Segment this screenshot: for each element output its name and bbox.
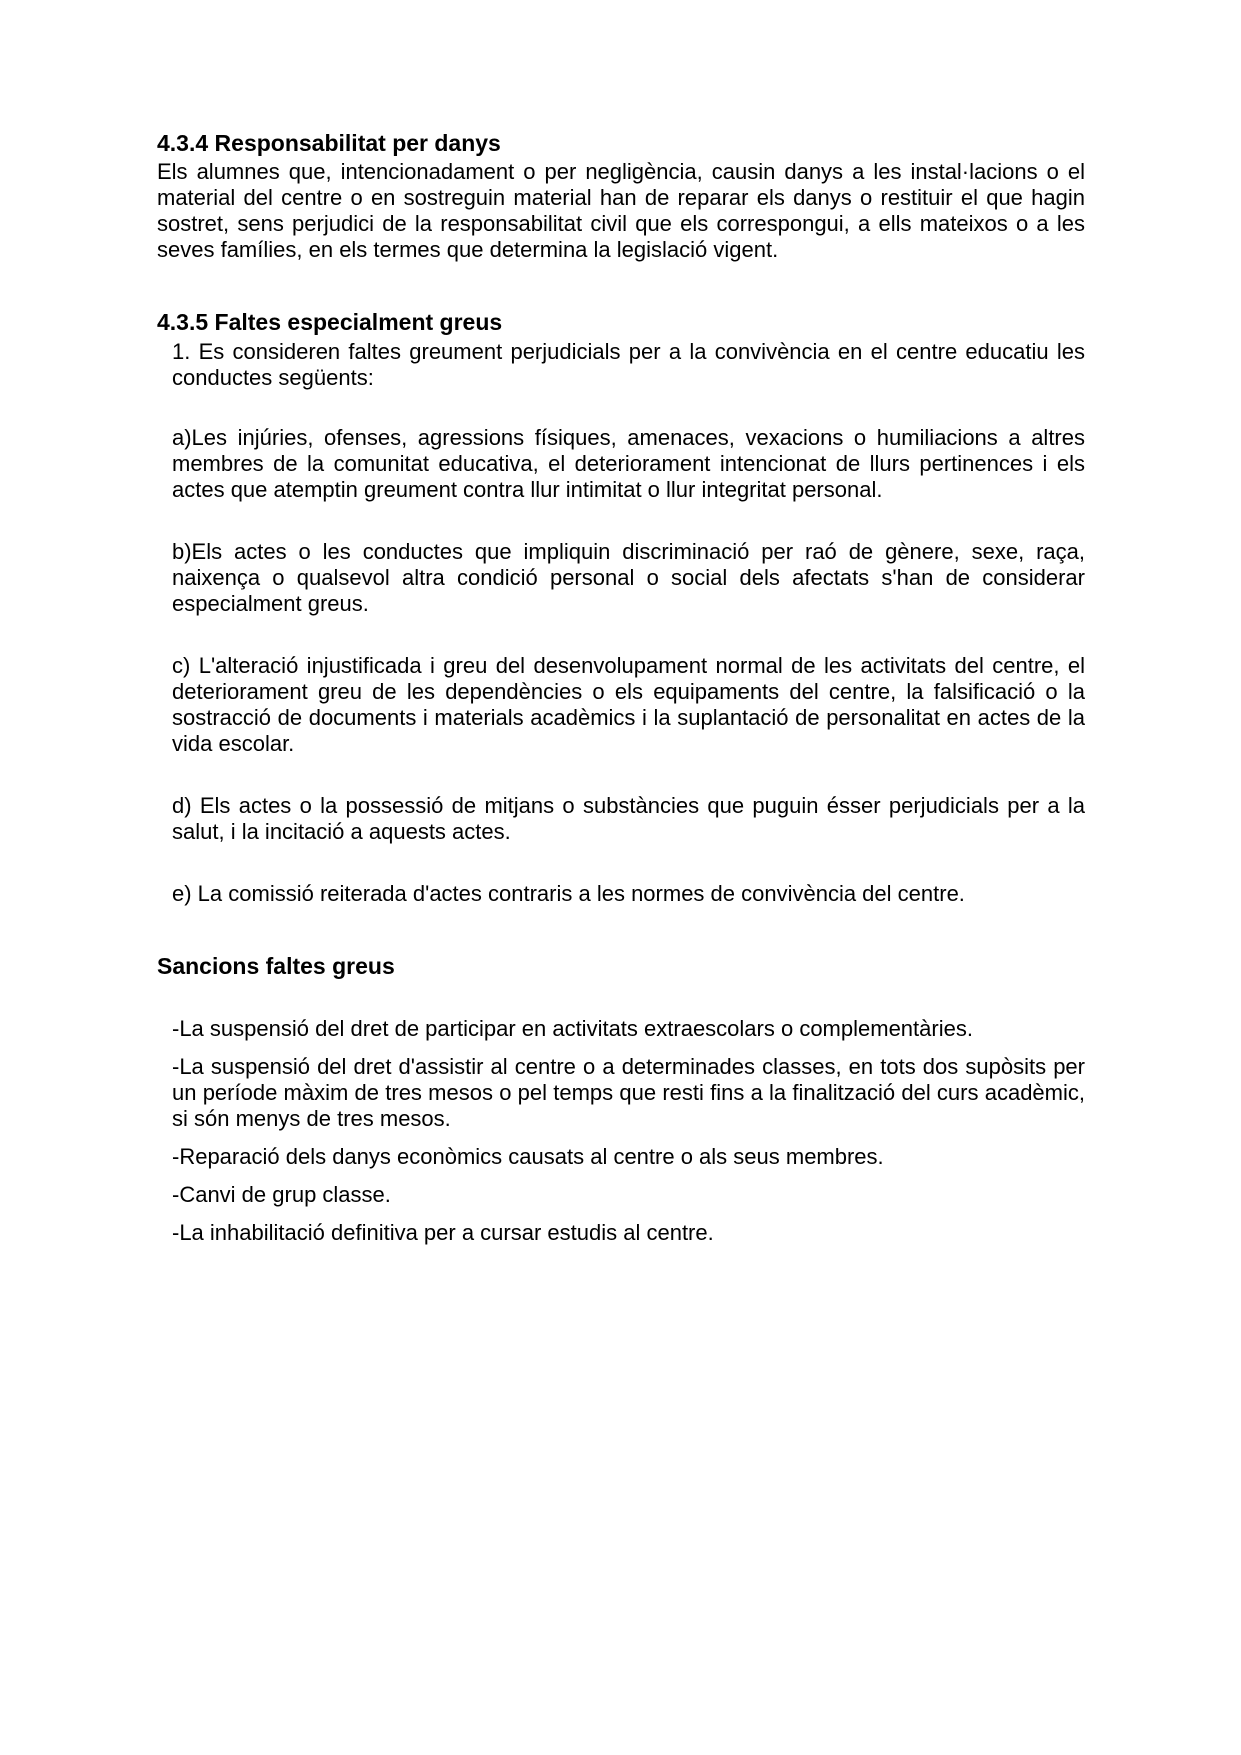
offense-item-c: c) L'alteració injustificada i greu del desenvolupament normal de les activitats del centre, el deteriorament greu de les dependències o els equipaments del centre, la falsificació o la sostracció de documents i materials acadèmics i la suplantació de personalitat en actes de la vida escolar. [172, 653, 1085, 756]
section-4-3-4-heading: 4.3.4 Responsabilitat per danys [157, 130, 501, 156]
sanction-item-4: -Canvi de grup classe. [172, 1182, 391, 1207]
offense-item-a: a)Les injúries, ofenses, agressions físiques, amenaces, vexacions o humiliacions a altres membres de la comunitat educativa, el deteriorament intencionat de llurs pertinences i els actes que atemptin greument contra llur intimitat o llur integritat personal. [172, 425, 1085, 502]
sanction-item-2: -La suspensió del dret d'assistir al centre o a determinades classes, en tots dos supòsits per un període màxim de tres mesos o pel temps que resti fins a la finalització del curs acadèmic, si són menys de tres mesos. [172, 1054, 1085, 1131]
section-4-3-5-intro: 1. Es consideren faltes greument perjudicials per a la convivència en el centre educatiu les conductes següents: [172, 339, 1085, 390]
section-4-3-5-heading: 4.3.5 Faltes especialment greus [157, 309, 503, 335]
sanctions-heading: Sancions faltes greus [157, 953, 395, 979]
offense-item-b: b)Els actes o les conductes que impliquin discriminació per raó de gènere, sexe, raça, naixença o qualsevol altra condició personal o social dels afectats s'han de considerar especialment greus. [172, 539, 1085, 616]
sanction-item-1: -La suspensió del dret de participar en activitats extraescolars o complementàries. [172, 1016, 973, 1041]
section-4-3-4-paragraph: Els alumnes que, intencionadament o per negligència, causin danys a les instal·lacions o el material del centre o en sostreguin material han de reparar els danys o restituir el que hagin sostret, sens perjudici de la responsabilitat civil que els correspongui, a ells mateixos o a les seves famílies, en els termes que determina la legislació vigent. [157, 159, 1085, 262]
offense-item-e: e) La comissió reiterada d'actes contraris a les normes de convivència del centre. [172, 881, 965, 906]
sanction-item-5: -La inhabilitació definitiva per a cursar estudis al centre. [172, 1220, 714, 1245]
offense-item-d: d) Els actes o la possessió de mitjans o substàncies que puguin ésser perjudicials per a la salut, i la incitació a aquests actes. [172, 793, 1085, 844]
sanction-item-3: -Reparació dels danys econòmics causats al centre o als seus membres. [172, 1144, 884, 1169]
